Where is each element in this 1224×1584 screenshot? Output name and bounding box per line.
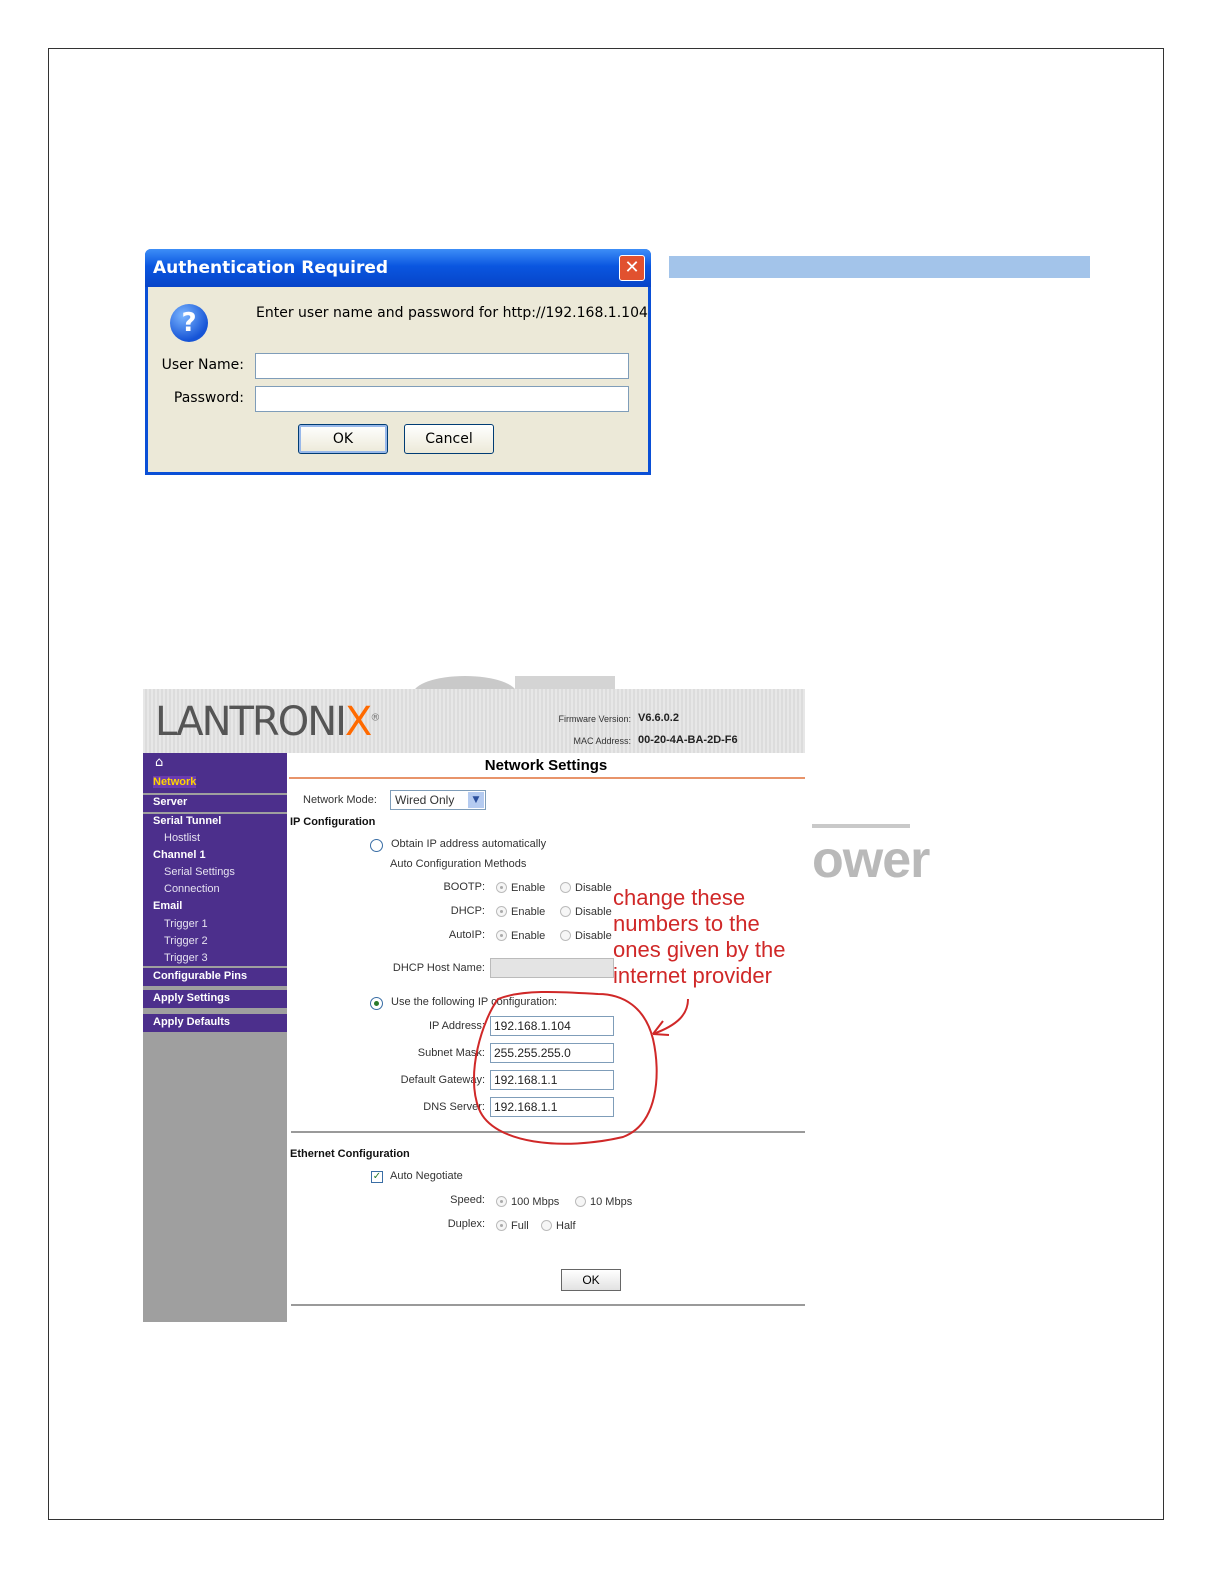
bootp-label: BOOTP: [443, 881, 485, 893]
username-input[interactable] [255, 353, 629, 379]
duplex-label: Duplex: [447, 1218, 485, 1230]
highlight-bar [669, 256, 1090, 278]
sidebar-item-trigger1[interactable]: Trigger 1 [164, 918, 208, 930]
auth-dialog [145, 249, 651, 475]
dialog-titlebar[interactable] [145, 249, 651, 287]
sidebar-item-hostlist[interactable]: Hostlist [164, 832, 201, 844]
home-icon[interactable]: ⌂ [155, 755, 164, 770]
sidebar-item-trigger3[interactable]: Trigger 3 [164, 952, 208, 964]
subnet-mask-label: Subnet Mask: [417, 1047, 485, 1059]
annotation-line-3: ones given by the [613, 937, 786, 962]
annotation-line-1: change these [613, 885, 746, 910]
sidebar-item-email[interactable]: Email [153, 900, 183, 912]
sidebar-item-connection[interactable]: Connection [164, 883, 220, 895]
sidebar-item-channel1[interactable]: Channel 1 [153, 849, 206, 861]
question-icon: ? [170, 304, 208, 342]
annotation-line-4: internet provider [613, 963, 772, 988]
autoip-disable-label: Disable [575, 930, 612, 942]
duplex-full-label: Full [511, 1220, 529, 1232]
firmware-label: Firmware Version: [558, 714, 631, 724]
speed-label: Speed: [450, 1194, 485, 1206]
default-gateway-label: Default Gateway: [400, 1074, 485, 1086]
use-following-label: Use the following IP configuration: [391, 996, 558, 1008]
network-mode-label: Network Mode: [303, 794, 377, 806]
dns-server-input[interactable]: 192.168.1.1 [490, 1097, 614, 1117]
ip-address-input[interactable]: 192.168.1.104 [490, 1016, 614, 1036]
apply-ok-button[interactable]: OK [561, 1269, 621, 1291]
bootp-enable-label: Enable [511, 882, 546, 894]
speed-100-label: 100 Mbps [511, 1196, 560, 1208]
lantronix-screenshot [143, 689, 805, 1322]
watermark-line [812, 824, 910, 828]
sidebar-item-network[interactable]: Network [153, 776, 197, 788]
dns-server-label: DNS Server: [423, 1101, 485, 1113]
close-icon[interactable]: ✕ [619, 255, 645, 281]
duplex-half-label: Half [556, 1220, 576, 1232]
network-mode-value: Wired Only [395, 793, 455, 807]
password-label: Password: [173, 390, 244, 406]
auto-methods-label: Auto Configuration Methods [390, 858, 527, 870]
speed-10-label: 10 Mbps [590, 1196, 633, 1208]
cancel-button[interactable]: Cancel [404, 424, 494, 454]
logo-text: LANTRONIX [155, 699, 371, 745]
dhcp-disable-label: Disable [575, 906, 612, 918]
sidebar-item-configurable-pins[interactable]: Configurable Pins [153, 970, 248, 982]
autoip-label: AutoIP: [448, 929, 485, 941]
bootp-disable-label: Disable [575, 882, 612, 894]
firmware-value: V6.6.0.2 [638, 712, 679, 724]
logo-x-mark: X [344, 699, 371, 745]
mac-label: MAC Address: [573, 736, 631, 746]
mac-value: 00-20-4A-BA-2D-F6 [638, 734, 738, 746]
dhcp-host-label: DHCP Host Name: [392, 962, 485, 974]
sidebar-item-serial-tunnel[interactable]: Serial Tunnel [153, 815, 222, 827]
ip-address-label: IP Address: [428, 1020, 485, 1032]
sidebar-item-apply-settings[interactable]: Apply Settings [153, 992, 231, 1004]
ok-button[interactable]: OK [298, 424, 388, 454]
autoip-enable-label: Enable [511, 930, 546, 942]
password-input[interactable] [255, 386, 629, 412]
annotation-circle [143, 689, 805, 1322]
chevron-down-icon[interactable]: ▼ [468, 792, 484, 808]
default-gateway-input[interactable]: 192.168.1.1 [490, 1070, 614, 1090]
dialog-title: Authentication Required [153, 258, 389, 278]
page-title: Network Settings [484, 757, 608, 774]
obtain-auto-label: Obtain IP address automatically [391, 838, 547, 850]
watermark-fragment [405, 668, 665, 690]
sidebar-item-server[interactable]: Server [153, 796, 188, 808]
annotation-line-2: numbers to the [613, 911, 760, 936]
auto-negotiate-label: Auto Negotiate [390, 1170, 463, 1182]
ethernet-config-heading: Ethernet Configuration [290, 1148, 410, 1160]
auth-message: Enter user name and password for http://192.168.1.104 [256, 305, 648, 321]
username-label: User Name: [161, 357, 244, 373]
auto-negotiate-checkbox[interactable]: ✓ [372, 1171, 382, 1182]
sidebar-item-apply-defaults[interactable]: Apply Defaults [153, 1016, 231, 1028]
dhcp-enable-label: Enable [511, 906, 546, 918]
subnet-mask-input[interactable]: 255.255.255.0 [490, 1043, 614, 1063]
ip-config-heading: IP Configuration [290, 816, 376, 828]
watermark-text: ower [812, 831, 930, 889]
dhcp-label: DHCP: [450, 905, 485, 917]
sidebar-item-trigger2[interactable]: Trigger 2 [164, 935, 208, 947]
logo-mark: ® [370, 712, 379, 724]
sidebar-item-serial-settings[interactable]: Serial Settings [164, 866, 235, 878]
